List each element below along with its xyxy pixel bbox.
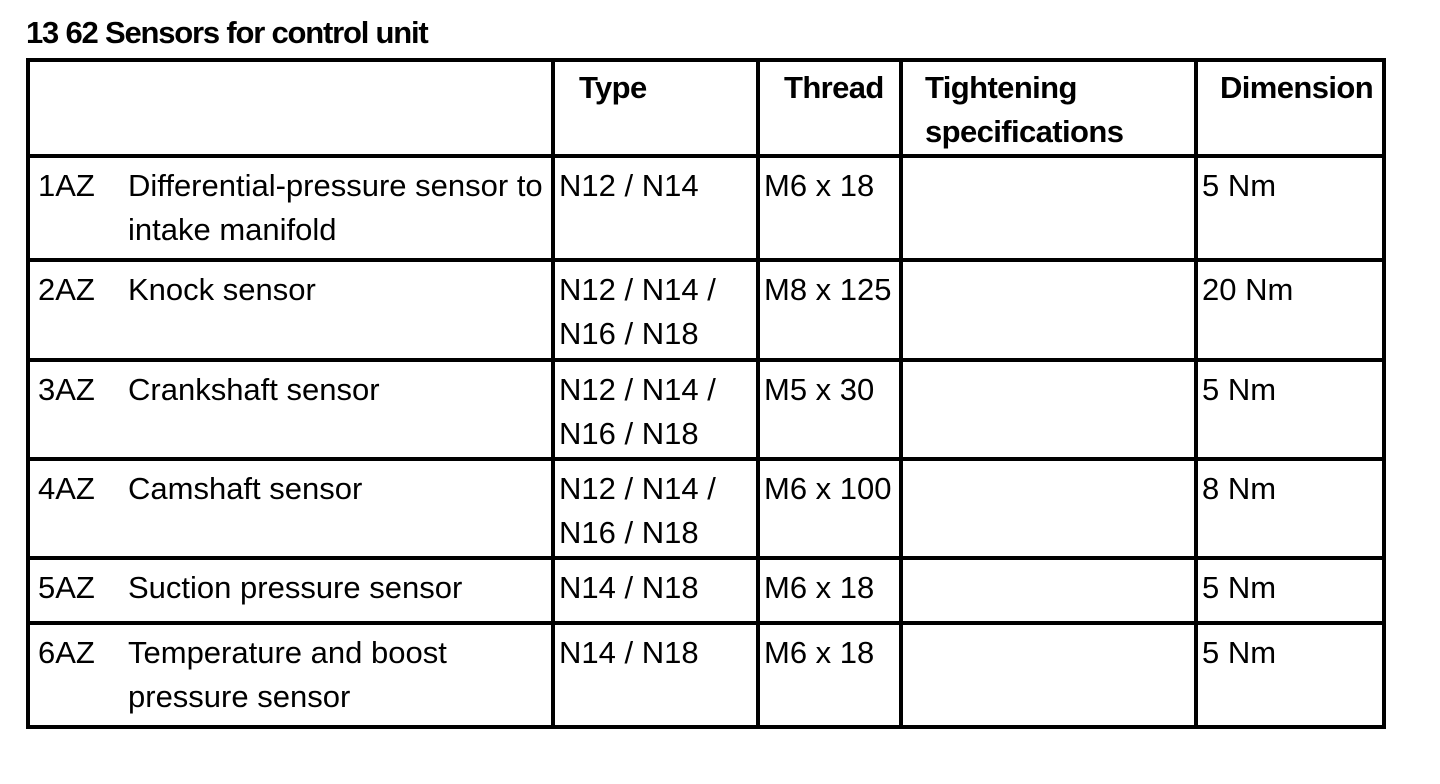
tightening-cell [901,459,1196,558]
dimension-cell: 20 Nm [1196,260,1384,360]
type-cell: N12 / N14 / N16 / N18 [553,260,758,360]
type-cell: N12 / N14 [553,156,758,260]
dimension-cell: 5 Nm [1196,623,1384,727]
table-row [28,156,1384,260]
table-row [28,558,1384,623]
header-tightening: Tightening specifications [901,60,1196,156]
row-code: 3AZ [38,372,95,407]
row-description: Crankshaft sensor [128,372,380,407]
tightening-cell [901,360,1196,459]
row-description: Temperature and boost pressure sensor [128,635,447,714]
type-cell: N14 / N18 [553,558,758,623]
header-thread: Thread [758,60,901,156]
description-cell [28,459,553,558]
tightening-cell [901,558,1196,623]
header-dimension: Dimension [1196,60,1384,156]
header-description [28,60,553,156]
dimension-cell: 5 Nm [1196,156,1384,260]
thread-cell: M5 x 30 [758,360,901,459]
row-code: 6AZ [38,635,95,670]
tightening-cell [901,623,1196,727]
table-row [28,360,1384,459]
dimension-cell: 5 Nm [1196,558,1384,623]
row-description: Suction pressure sensor [128,570,463,605]
description-cell [28,360,553,459]
table-row [28,623,1384,727]
row-description: Differential-pressure sensor to intake manifold [128,168,543,247]
table-row [28,260,1384,360]
description-cell [28,558,553,623]
thread-cell: M6 x 18 [758,623,901,727]
tightening-cell [901,260,1196,360]
dimension-cell: 5 Nm [1196,360,1384,459]
type-cell: N12 / N14 / N16 / N18 [553,360,758,459]
row-code: 1AZ [38,168,95,203]
thread-cell: M8 x 125 [758,260,901,360]
table-row [28,459,1384,558]
description-cell [28,156,553,260]
sensor-spec-table [26,58,1386,729]
dimension-cell: 8 Nm [1196,459,1384,558]
type-cell: N12 / N14 / N16 / N18 [553,459,758,558]
row-description: Camshaft sensor [128,471,363,506]
type-cell: N14 / N18 [553,623,758,727]
row-code: 5AZ [38,570,95,605]
tightening-cell [901,156,1196,260]
page-title: 13 62 Sensors for control unit [26,15,428,50]
row-description: Knock sensor [128,272,316,307]
row-code: 2AZ [38,272,95,307]
row-code: 4AZ [38,471,95,506]
thread-cell: M6 x 100 [758,459,901,558]
description-cell [28,260,553,360]
header-type: Type [553,60,758,156]
thread-cell: M6 x 18 [758,558,901,623]
thread-cell: M6 x 18 [758,156,901,260]
description-cell [28,623,553,727]
table-header-row [28,60,1384,156]
